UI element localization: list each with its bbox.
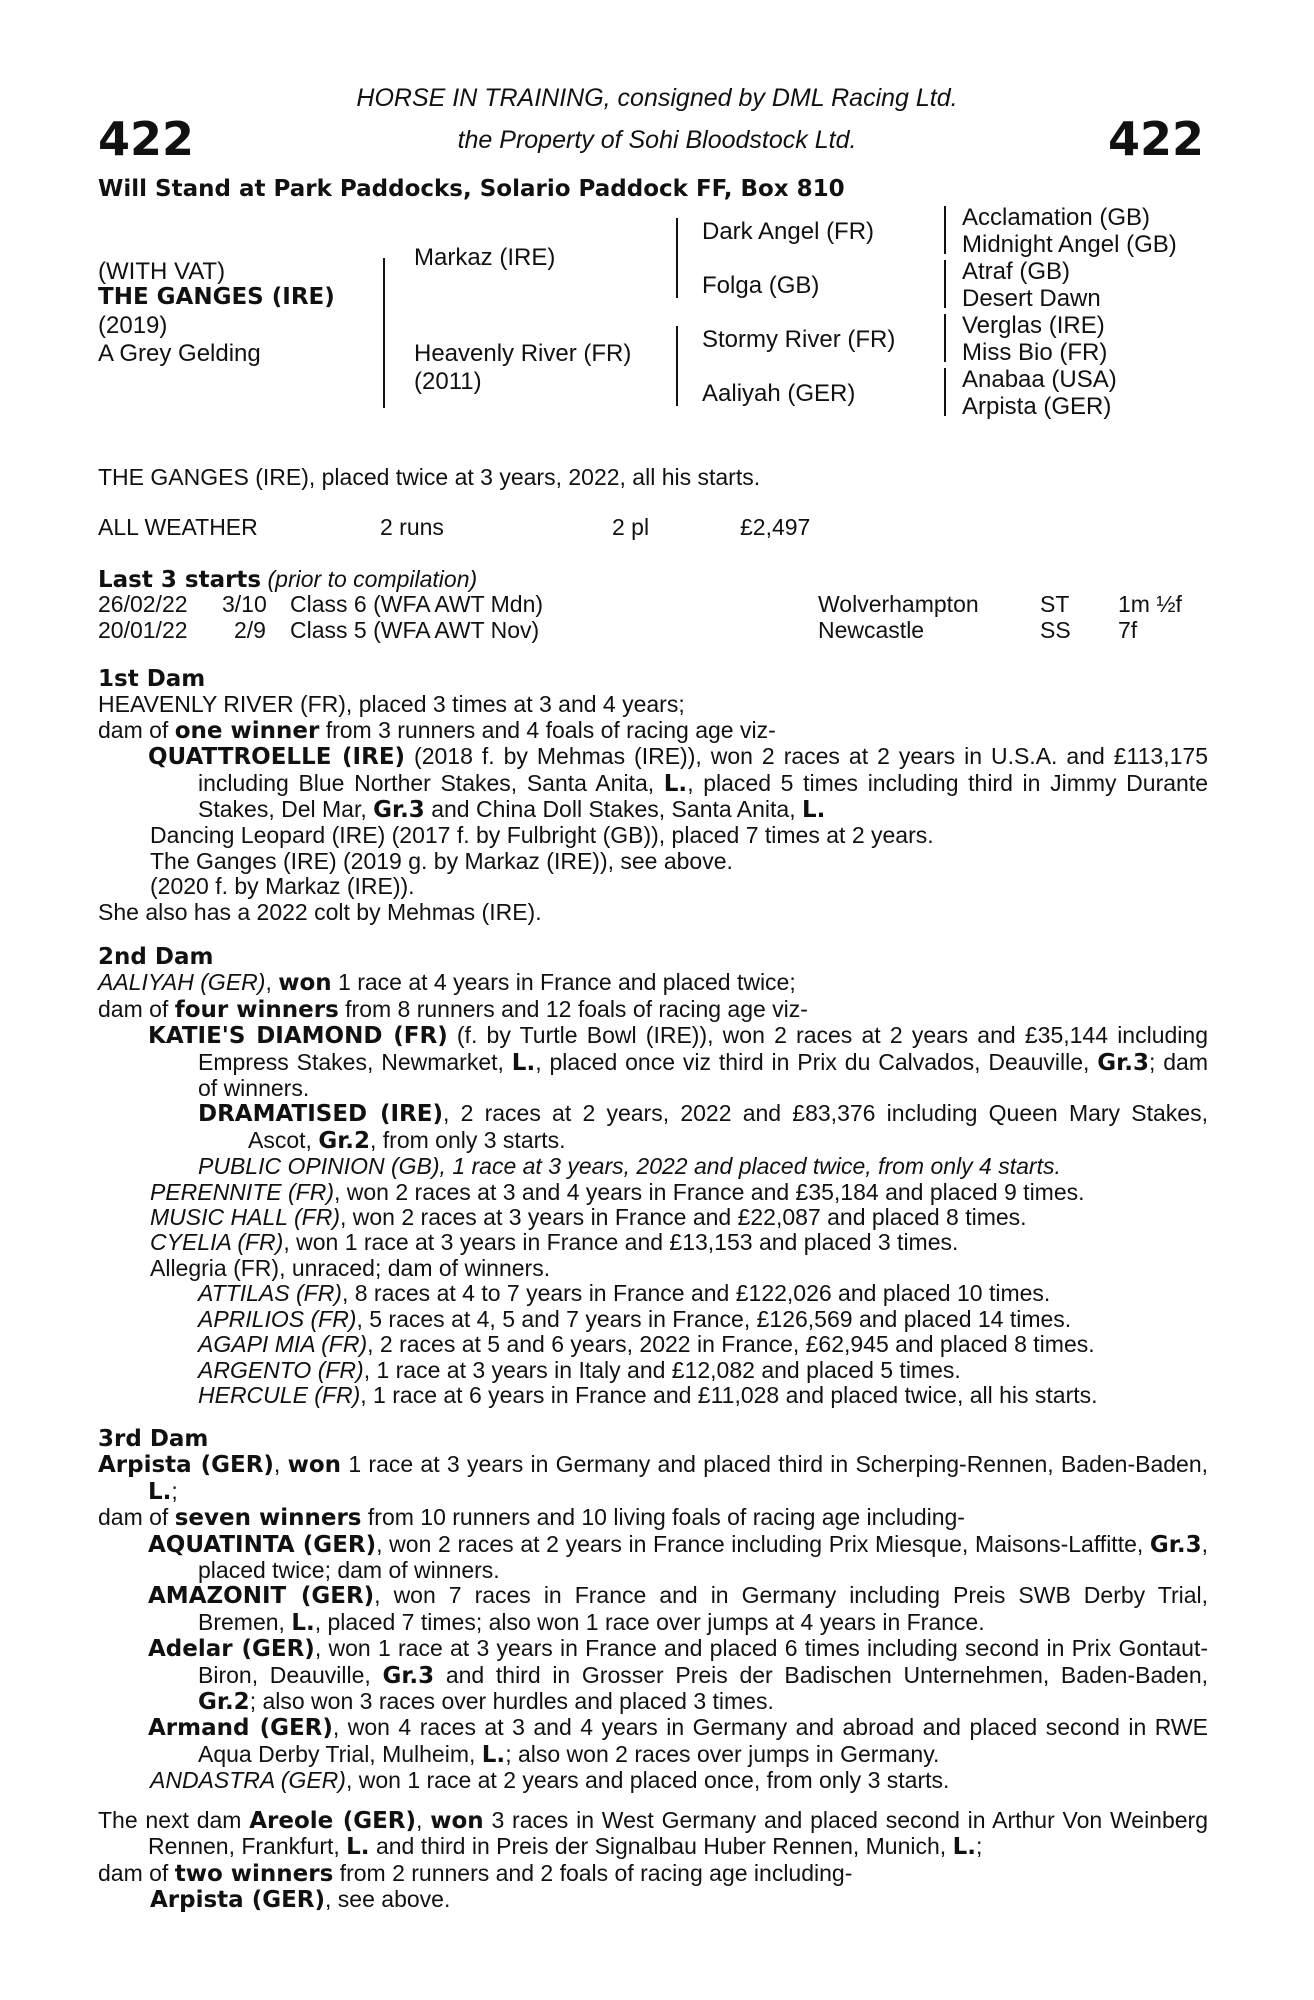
produce-allegria: Allegria (FR), unraced; dam of winners. [150,1254,551,1281]
last-starts-note: (prior to compilation) [267,566,478,592]
third-dam-heading: 3rd Dam [98,1426,209,1452]
produce-aprilios: APRILIOS (FR), 5 races at 4, 5 and 7 years in France, £126,569 and placed 14 times. [198,1305,1072,1332]
start-row-1-date: 26/02/22 [98,591,188,617]
lot-number-left: 422 [98,112,195,166]
property-line: the Property of Sohi Bloodstock Ltd. [457,126,857,154]
produce-hercule: HERCULE (FR), 1 race at 6 years in France and £11,028 and placed twice, all his starts. [198,1381,1098,1408]
sire-dam: Folga (GB) [702,272,820,299]
first-dam-line: HEAVENLY RIVER (FR), placed 3 times at 3 and 4 years; [98,691,685,718]
ped-dds: Anabaa (USA) [962,366,1117,393]
produce-arpista: Arpista (GER), see above. [150,1886,451,1914]
start-row-1-going: ST [1040,591,1070,617]
record-runs: 2 runs [380,514,444,540]
produce-agapi-mia: AGAPI MIA (FR), 2 races at 5 and 6 years, 2022 in France, £62,945 and placed 8 times. [198,1331,1095,1358]
horse-description: A Grey Gelding [98,340,261,367]
pedigree-brace-2b [676,326,678,406]
produce-dramatised: DRAMATISED (IRE), 2 races at 2 years, 2022 and £83,376 including Queen Mary Stakes, Ascot, Gr.2, from only 3 starts. [198,1100,1208,1154]
record-earnings: £2,497 [740,514,811,540]
second-dam-section [98,945,1208,1408]
horse-name: THE GANGES (IRE) [98,284,335,310]
start-row-1-race: Class 6 (WFA AWT Mdn) [290,591,544,617]
produce-dancing-leopard: Dancing Leopard (IRE) (2017 f. by Fulbright (GB)), placed 7 times at 2 years. [150,822,934,849]
vat-note: (WITH VAT) [98,258,226,285]
stable-location: Will Stand at Park Paddocks, Solario Paddock FF, Box 810 [98,176,845,202]
third-dam-section [98,1427,1208,1794]
produce-aquatinta: AQUATINTA (GER), won 2 races at 2 years in France including Prix Miesque, Maisons-Laffitte, Gr.3, placed twice; dam of winners. [148,1530,1208,1584]
ped-dsd: Miss Bio (FR) [962,339,1108,366]
first-dam-colt-note: She also has a 2022 colt by Mehmas (IRE). [98,898,542,925]
produce-argento: ARGENTO (FR), 1 race at 3 years in Italy and £12,082 and placed 5 times. [198,1356,961,1383]
start-row-2-course: Newcastle [818,617,925,643]
start-row-2-going: SS [1040,617,1071,643]
second-dam-line: AALIYAH (GER), won 1 race at 4 years in France and placed twice; [98,969,796,997]
produce-attilas: ATTILAS (FR), 8 races at 4 to 7 years in France and £122,026 and placed 10 times. [198,1280,1051,1307]
pedigree-brace-1 [383,258,385,408]
ped-sdd: Desert Dawn [962,285,1101,312]
last-starts-title: Last 3 starts [98,567,262,593]
produce-perennite: PERENNITE (FR), won 2 races at 3 and 4 years in France and £35,184 and placed 9 times. [150,1178,1085,1205]
last-starts-heading [98,567,477,593]
horse-year: (2019) [98,312,168,339]
first-dam-produce-line: dam of one winner from 3 runners and 4 foals of racing age viz- [98,716,776,744]
second-dam-produce-line: dam of four winners from 8 runners and 12 foals of racing age viz- [98,995,808,1023]
dam-sire: Stormy River (FR) [702,326,896,353]
first-dam-section [98,667,1208,925]
dam-dam: Aaliyah (GER) [702,380,856,407]
next-dam-section [98,1808,1208,1914]
start-row-2-distance: 7f [1118,617,1138,643]
lot-number-right: 422 [1107,112,1204,166]
produce-armand: Armand (GER), won 4 races at 3 and 4 years in Germany and abroad and placed second in RWE Aqua Derby Trial, Mulheim, L.; also won 2 races over jumps in Germany. [148,1714,1208,1768]
race-summary: THE GANGES (IRE), placed twice at 3 years, 2022, all his starts. [98,464,761,490]
dam: Heavenly River (FR) [414,340,632,367]
ped-dss: Verglas (IRE) [962,312,1105,339]
produce-katies-diamond: KATIE'S DIAMOND (FR) (f. by Turtle Bowl (IRE)), won 2 races at 2 years and £35,144 including Empress Stakes, Newmarket, L., placed once viz third in Prix du Calvados, Deauville, Gr.3; dam of winners. [148,1022,1208,1102]
start-row-2-date: 20/01/22 [98,617,188,643]
produce-public-opinion: PUBLIC OPINION (GB), 1 race at 3 years, 2022 and placed twice, from only 4 starts. [198,1153,1061,1180]
third-dam-produce-line: dam of seven winners from 10 runners and 10 living foals of racing age including- [98,1504,965,1532]
start-row-2-race: Class 5 (WFA AWT Nov) [290,617,540,643]
produce-amazonit: AMAZONIT (GER), won 7 races in France and in Germany including Preis SWB Derby Trial, Bremen, L., placed 7 times; also won 1 race over jumps at 4 years in France. [148,1582,1208,1636]
next-dam-line: The next dam Areole (GER), won 3 races in West Germany and placed second in Arthur Von Weinberg Rennen, Frankfurt, L. and third in Preis der Signalbau Huber Rennen, Munich, L.; [98,1807,1209,1861]
ped-ddd: Arpista (GER) [962,393,1112,420]
sire: Markaz (IRE) [414,244,556,271]
dam-year: (2011) [414,368,482,395]
second-dam-heading: 2nd Dam [98,944,214,970]
third-dam-line: Arpista (GER), won 1 race at 3 years in Germany and placed third in Scherping-Rennen, Baden-Baden, L.; [98,1451,1208,1505]
next-dam-produce-line: dam of two winners from 2 runners and 2 foals of racing age including- [98,1859,853,1887]
ped-sds: Atraf (GB) [962,258,1071,285]
pedigree-brace-3d [944,368,946,416]
pedigree-brace-2a [676,218,678,298]
produce-adelar: Adelar (GER), won 1 race at 3 years in France and placed 6 times including second in Prix Gontaut-Biron, Deauville, Gr.3 and third in Grosser Preis der Badischen Unternehmen, Baden-Baden, Gr.2; also won 3 races over hurdles and placed 3 times. [148,1635,1208,1716]
start-row-1-distance: 1m ½f [1118,591,1182,617]
ped-ssd: Midnight Angel (GB) [962,231,1177,258]
record-placed: 2 pl [612,514,650,540]
produce-cyelia: CYELIA (FR), won 1 race at 3 years in France and £13,153 and placed 3 times. [150,1229,959,1256]
ped-sss: Acclamation (GB) [962,204,1151,231]
produce-the-ganges: The Ganges (IRE) (2019 g. by Markaz (IRE)), see above. [150,847,733,874]
first-dam-heading: 1st Dam [98,666,206,692]
pedigree-brace-3b [944,260,946,308]
produce-music-hall: MUSIC HALL (FR), won 2 races at 3 years in France and £22,087 and placed 8 times. [150,1204,1027,1231]
sire-sire: Dark Angel (FR) [702,218,875,245]
produce-2020-filly: (2020 f. by Markaz (IRE)). [150,873,415,900]
produce-andastra: ANDASTRA (GER), won 1 race at 2 years and placed once, from only 3 starts. [150,1767,950,1794]
start-row-1-course: Wolverhampton [818,591,979,617]
produce-quattroelle: QUATTROELLE (IRE) (2018 f. by Mehmas (IRE)), won 2 races at 2 years in U.S.A. and £113,175 including Blue Norther Stakes, Santa Anita, L., placed 5 times including third in Jimmy Durante Stakes, Del Mar, Gr.3 and China Doll Stakes, Santa Anita, L. [148,743,1208,824]
pedigree-brace-3a [944,206,946,254]
pedigree-brace-3c [944,314,946,362]
consignor-line: HORSE IN TRAINING, consigned by DML Racing Ltd. [356,84,958,112]
start-row-2-pos: 2/9 [234,617,266,643]
start-row-1-pos: 3/10 [222,591,267,617]
record-surface: ALL WEATHER [98,514,258,540]
